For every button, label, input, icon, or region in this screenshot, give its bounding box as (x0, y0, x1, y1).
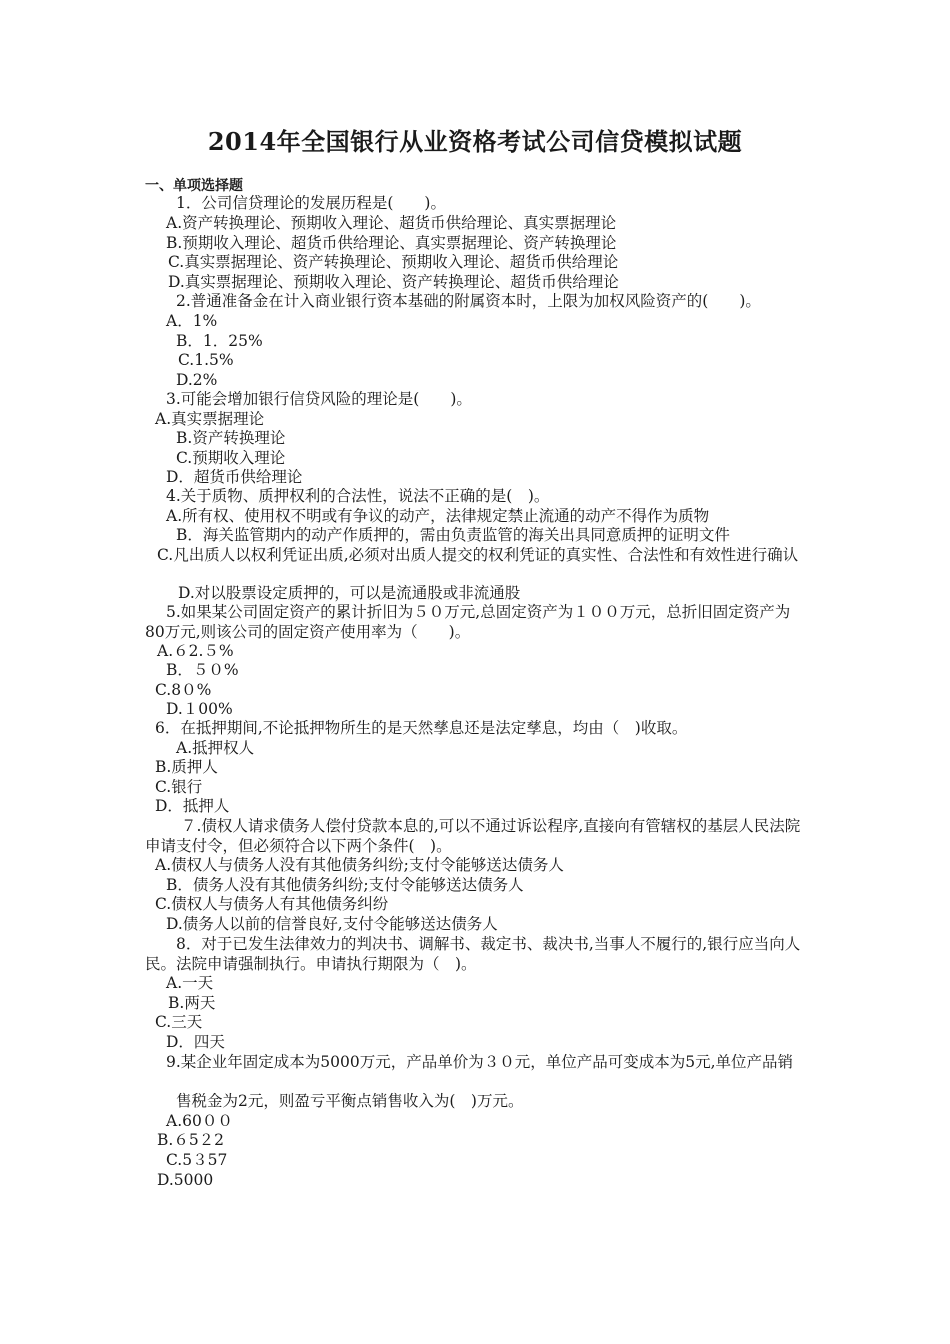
question-9-continued: 售税金为2元，则盈亏平衡点销售收入为( )万元。 (176, 1092, 524, 1110)
q4-option-b: B．海关监管期内的动产作质押的，需由负责监管的海关出具同意质押的证明文件 (176, 526, 730, 544)
q3-option-b: B.资产转换理论 (176, 429, 286, 447)
q9-option-b: B.６5２2 (157, 1131, 225, 1149)
q7-option-a: A.债权人与债务人没有其他债务纠纷;支付令能够送达债务人 (155, 856, 564, 874)
q6-option-c: C.银行 (155, 778, 203, 796)
q1-option-a: A.资产转换理论、预期收入理论、超货币供给理论、真实票据理论 (166, 214, 617, 232)
q3-option-d: D．超货币供给理论 (166, 468, 303, 486)
q8-option-c: C.三天 (155, 1013, 203, 1031)
q8-option-b: B.两天 (168, 994, 216, 1012)
q5-option-d: D.１00% (166, 700, 233, 718)
q8-option-d: D．四天 (166, 1033, 225, 1051)
question-8: 8．对于已发生法律效力的判决书、调解书、裁定书、裁决书,当事人不履行的,银行应当向人民。法院申请强制执行。申请执行期限为（ )。 (145, 935, 801, 973)
question-1: 1．公司信贷理论的发展历程是( )。 (176, 194, 446, 212)
question-3: 3.可能会增加银行信贷风险的理论是( )。 (166, 390, 472, 408)
q5-option-c: C.8０% (155, 681, 212, 699)
q2-option-a: A．1% (166, 312, 218, 330)
q7-option-c: C.债权人与债务人有其他债务纠纷 (155, 895, 389, 913)
q2-option-b: B．1．25% (176, 332, 263, 350)
q1-option-b: B.预期收入理论、超货币供给理论、真实票据理论、资产转换理论 (166, 234, 617, 252)
question-5: 5.如果某公司固定资产的累计折旧为５０万元,总固定资产为１００万元，总折旧固定资产为80万元,则该公司的固定资产使用率为（ )。 (145, 603, 791, 641)
question-9: 9.某企业年固定成本为5000万元，产品单价为３０元，单位产品可变成本为5元,单位产品销 (166, 1053, 794, 1071)
question-6: 6．在抵押期间,不论抵押物所生的是天然孳息还是法定孳息，均由（ )收取。 (155, 719, 688, 737)
q2-option-d: D.2% (176, 371, 218, 389)
q6-option-d: D．抵押人 (155, 797, 230, 815)
q4-option-c: C.凡出质人以权利凭证出质,必须对出质人提交的权利凭证的真实性、合法性和有效性进行确认 (157, 546, 799, 564)
question-2: 2.普通准备金在计入商业银行资本基础的附属资本时，上限为加权风险资产的( )。 (176, 292, 761, 310)
q8-option-a: A.一天 (166, 974, 214, 992)
q4-option-a: A.所有权、使用权不明或有争议的动产，法律规定禁止流通的动产不得作为质物 (166, 507, 710, 525)
q6-option-a: A.抵押权人 (176, 739, 255, 757)
q5-option-a: A.６2.５% (157, 642, 234, 660)
q4-option-d: D.对以股票设定质押的，可以是流通股或非流通股 (178, 584, 521, 602)
question-7: ７.债权人请求债务人偿付贷款本息的,可以不通过诉讼程序,直接向有管辖权的基层人民法院申请支付令，但必须符合以下两个条件( )。 (145, 817, 801, 855)
q7-option-d: D.债务人以前的信誉良好,支付令能够送达债务人 (166, 915, 498, 933)
q1-option-d: D.真实票据理论、预期收入理论、资产转换理论、超货币供给理论 (168, 273, 619, 291)
q9-option-d: D.5000 (157, 1171, 214, 1189)
q9-option-a: A.60００ (166, 1112, 233, 1130)
section-heading: 一、单项选择题 (145, 178, 243, 194)
document-title: 2014年全国银行从业资格考试公司信贷模拟试题 (207, 127, 743, 156)
q3-option-a: A.真实票据理论 (155, 410, 265, 428)
q2-option-c: C.1.5% (178, 351, 234, 369)
question-4: 4.关于质物、质押权利的合法性，说法不正确的是( )。 (166, 487, 550, 505)
q3-option-c: C.预期收入理论 (176, 449, 286, 467)
q5-option-b: B．５０% (166, 661, 239, 679)
q7-option-b: B．债务人没有其他债务纠纷;支付令能够送达债务人 (166, 876, 524, 894)
q9-option-c: C.5３57 (166, 1151, 228, 1169)
q1-option-c: C.真实票据理论、资产转换理论、预期收入理论、超货币供给理论 (168, 253, 619, 271)
q6-option-b: B.质押人 (155, 758, 218, 776)
